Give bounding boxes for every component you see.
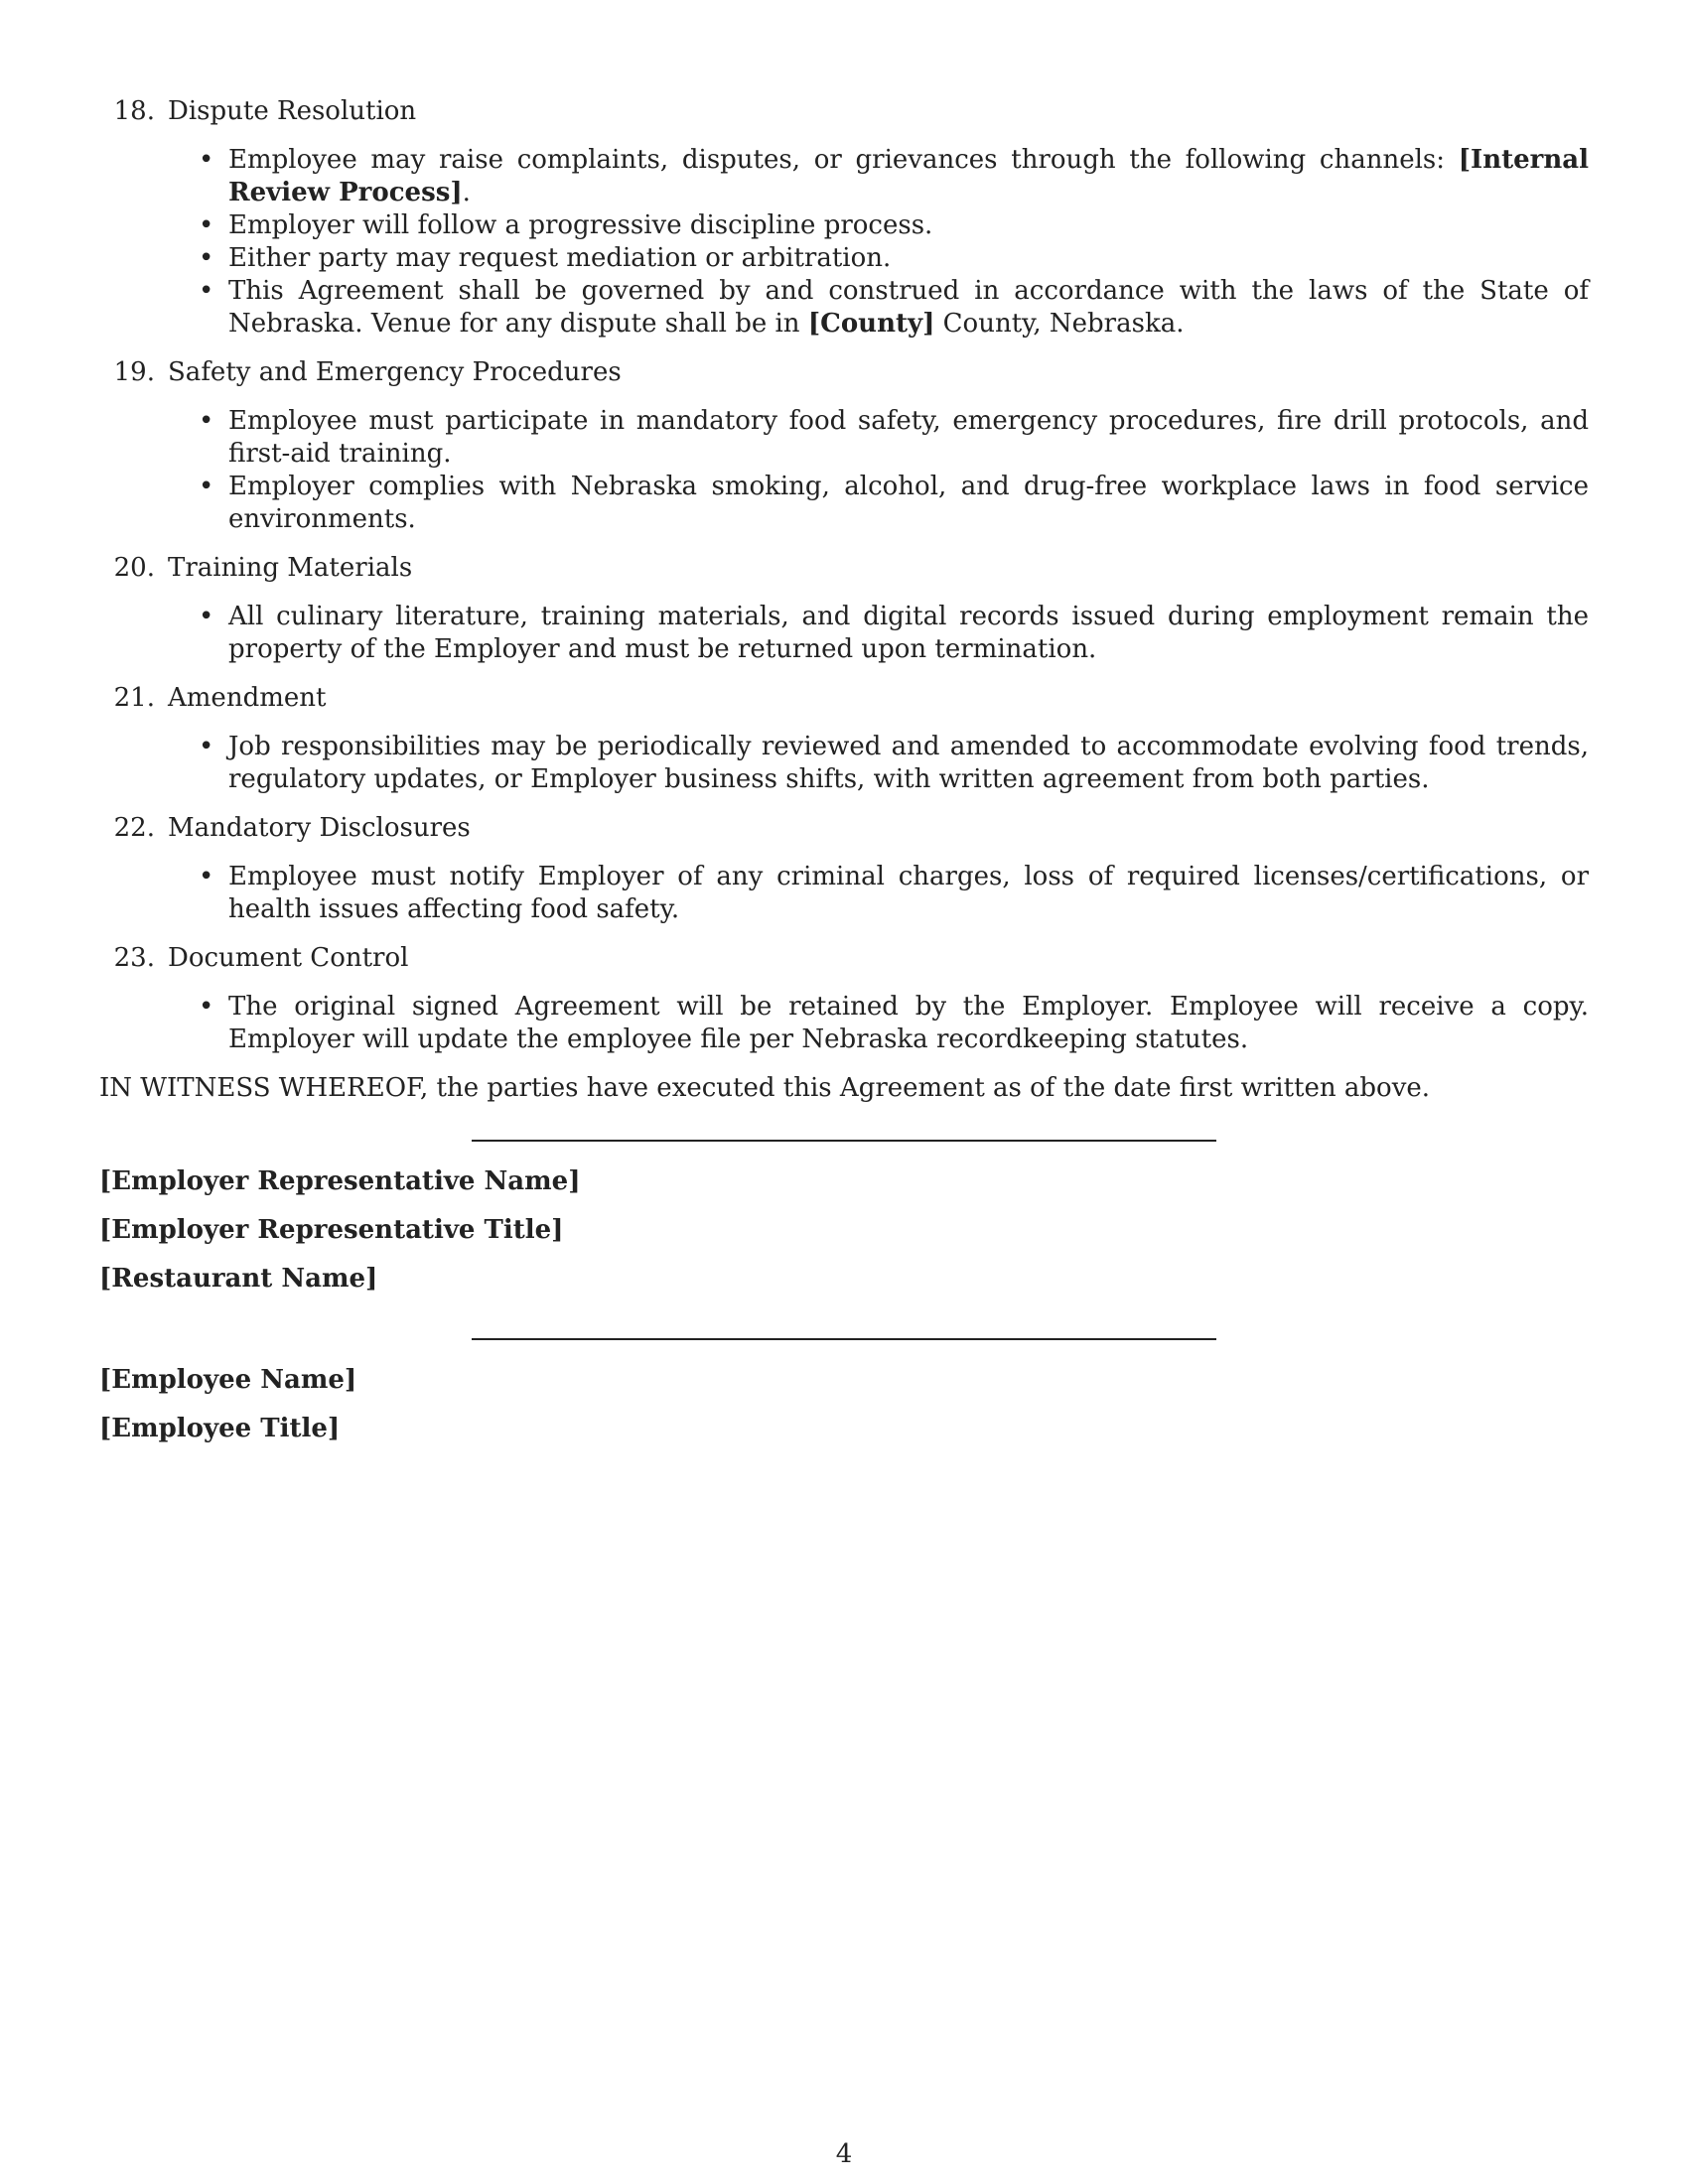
section-title: Amendment [168, 683, 327, 713]
placeholder-county: [County] [807, 309, 935, 339]
bullet-text: All culinary literature, training materials, and digital records issued during employment remain the property of the Employer and must be returned upon termination. [228, 602, 1589, 664]
section-training-materials [99, 552, 1589, 666]
bullet-list [168, 601, 1589, 666]
document-body [99, 95, 1589, 1461]
bullet-item [228, 144, 1589, 209]
section-number: 22. [113, 813, 155, 843]
employer-representative-title: [Employer Representative Title] [99, 1215, 564, 1245]
placeholder-internal-review-process: [Internal Review Process] [228, 145, 1589, 207]
bullet-text: Employee may raise complaints, disputes, or grievances through the following channels: [228, 145, 1459, 175]
section-safety-emergency [99, 356, 1589, 536]
bullet-item [228, 275, 1589, 341]
bullet-text-after: . [462, 178, 471, 207]
bullet-text: Job responsibilities may be periodically reviewed and amended to accommodate evolving food trends, regulatory updates, or Employer business shifts, with written agreement from both parties. [228, 732, 1589, 794]
bullet-list [168, 861, 1589, 926]
employee-signature-block [99, 1364, 1589, 1445]
section-number: 19. [113, 357, 155, 387]
bullet-item [228, 209, 1589, 242]
section-number: 20. [113, 553, 155, 583]
page-number: 4 [835, 2139, 853, 2169]
bullet-item [228, 731, 1589, 796]
section-list [99, 95, 1589, 1056]
section-dispute-resolution [99, 95, 1589, 341]
bullet-text: Employee must notify Employer of any criminal charges, loss of required licenses/certifications, or health issues affecting food safety. [228, 862, 1589, 924]
employee-name: [Employee Name] [99, 1365, 357, 1395]
section-title: Safety and Emergency Procedures [168, 357, 622, 387]
section-mandatory-disclosures [99, 812, 1589, 926]
section-number: 21. [113, 683, 155, 713]
witness-statement: IN WITNESS WHEREOF, the parties have executed this Agreement as of the date first written above. [99, 1073, 1431, 1103]
restaurant-name: [Restaurant Name] [99, 1264, 378, 1294]
bullet-item [228, 471, 1589, 536]
bullet-text-after: County, Nebraska. [934, 309, 1185, 339]
section-document-control [99, 942, 1589, 1056]
employee-signature-line [472, 1338, 1216, 1340]
bullet-text: The original signed Agreement will be retained by the Employer. Employee will receive a copy. Employer will update the employee file per Nebraska recordkeeping statutes. [228, 992, 1589, 1054]
section-number: 18. [113, 96, 155, 126]
bullet-text: Employer will follow a progressive discipline process. [228, 210, 933, 240]
employer-signature-block [99, 1165, 1589, 1296]
bullet-item [228, 601, 1589, 666]
employer-representative-name: [Employer Representative Name] [99, 1166, 581, 1196]
bullet-item [228, 405, 1589, 471]
bullet-list [168, 731, 1589, 796]
bullet-text: Employer complies with Nebraska smoking, alcohol, and drug-free workplace laws in food service environments. [228, 472, 1589, 534]
bullet-item [228, 861, 1589, 926]
bullet-text: Employee must participate in mandatory food safety, emergency procedures, fire drill protocols, and first-aid training. [228, 406, 1589, 469]
section-number: 23. [113, 943, 155, 973]
section-title: Dispute Resolution [168, 96, 417, 126]
bullet-item [228, 242, 1589, 275]
bullet-list [168, 144, 1589, 341]
section-title: Document Control [168, 943, 409, 973]
bullet-list [168, 405, 1589, 536]
bullet-text: This Agreement shall be governed by and construed in accordance with the laws of the State of Nebraska. Venue for any dispute shall be in [228, 276, 1589, 339]
bullet-text: Either party may request mediation or arbitration. [228, 243, 892, 273]
section-title: Training Materials [168, 553, 413, 583]
employer-signature-line [472, 1140, 1216, 1142]
bullet-list [168, 991, 1589, 1056]
section-title: Mandatory Disclosures [168, 813, 471, 843]
bullet-item [228, 991, 1589, 1056]
employee-title: [Employee Title] [99, 1414, 341, 1443]
section-amendment [99, 682, 1589, 796]
